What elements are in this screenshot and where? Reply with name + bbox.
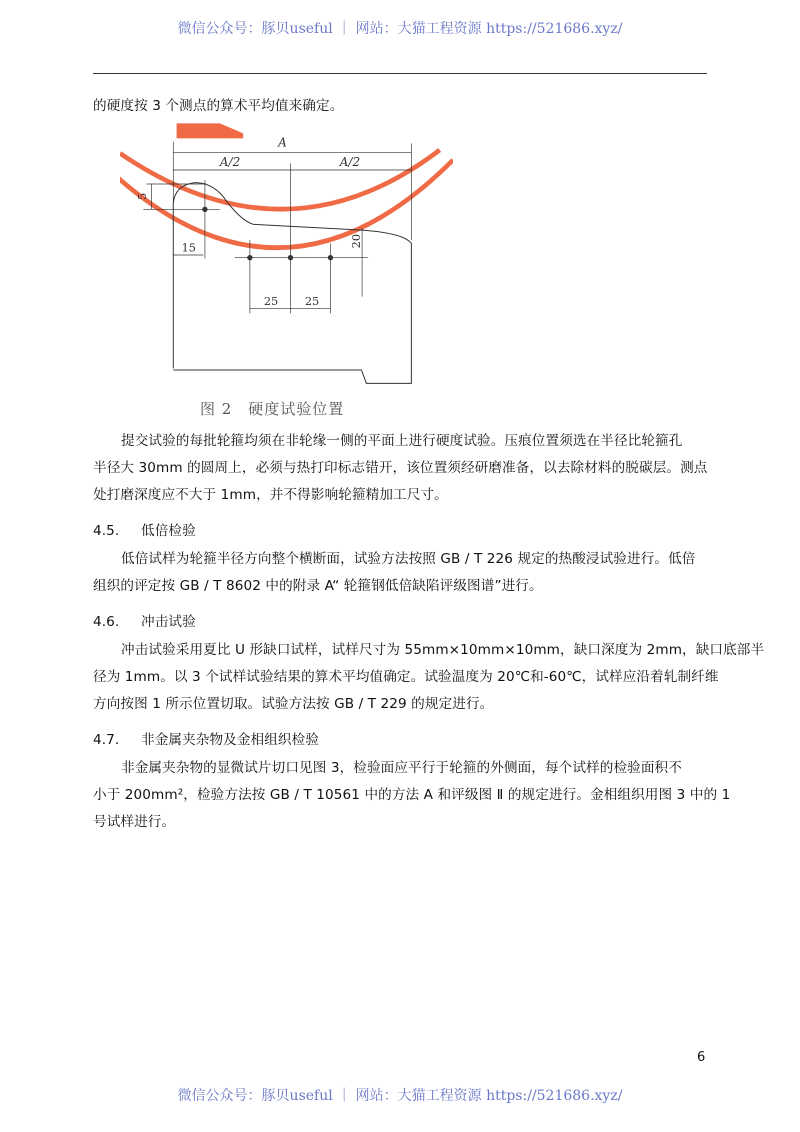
intro-line: 的硬度按 3 个测点的算术平均值来确定。 bbox=[93, 98, 344, 114]
section-number: 4.6. bbox=[93, 614, 120, 630]
section-number: 4.7. bbox=[93, 732, 120, 748]
dim-15: 15 bbox=[181, 240, 197, 255]
para-line: 方向按图 1 所示位置切取。试验方法按 GB / T 229 的规定进行。 bbox=[93, 696, 494, 712]
dim-a-half-left: A/2 bbox=[219, 154, 241, 170]
para-line: 组织的评定按 GB / T 8602 中的附录 A“ 轮箍钢低倍缺陷评级图谱”进行。 bbox=[93, 578, 543, 594]
para-line: 提交试验的每批轮箍均须在非轮缘一侧的平面上进行硬度试验。压痕位置须选在半径比轮箍孔 bbox=[121, 433, 683, 449]
para-line: 径为 1mm。以 3 个试样试验结果的算术平均值确定。试验温度为 20℃和-60℃，试样应沿着轧制纤维 bbox=[93, 669, 719, 685]
para-line: 冲击试验采用夏比 U 形缺口试样，试样尺寸为 55mm×10mm×10mm，缺口深度为 2mm，缺口底部半 bbox=[121, 642, 765, 658]
para-line: 处打磨深度应不大于 1mm，并不得影响轮箍精加工尺寸。 bbox=[93, 487, 448, 503]
dim-a-half-right: A/2 bbox=[339, 154, 361, 170]
header-watermark[interactable]: 微信公众号：豚贝useful ｜ 网站：大猫工程资源 https://521686.xyz/ bbox=[177, 21, 623, 37]
section-heading-4-6 bbox=[93, 610, 196, 630]
dim-25-right: 25 bbox=[304, 293, 320, 309]
dim-a: A bbox=[278, 135, 287, 150]
para-line: 号试样进行。 bbox=[93, 814, 176, 830]
section-title: 低倍检验 bbox=[141, 523, 196, 539]
dim-25-left: 25 bbox=[263, 293, 279, 309]
red-stamp-block bbox=[177, 123, 244, 138]
para-line: 低倍试样为轮箍半径方向整个横断面，试验方法按照 GB / T 226 规定的热酸浸试验进行。低倍 bbox=[121, 551, 696, 567]
footer-watermark[interactable]: 微信公众号：豚贝useful ｜ 网站：大猫工程资源 https://521686.xyz/ bbox=[177, 1088, 623, 1104]
para-line: 半径大 30mm 的圆周上，必须与热打印标志错开，该位置须经研磨准备，以去除材料的脱碳层。测点 bbox=[93, 460, 708, 476]
section-title: 非金属夹杂物及金相组织检验 bbox=[141, 732, 320, 748]
para-line: 小于 200mm²，检验方法按 GB / T 10561 中的方法 A 和评级图 Ⅱ 的规定进行。金相组织用图 3 中的 1 bbox=[93, 787, 731, 803]
dim-20: 20 bbox=[348, 233, 363, 249]
section-number: 4.5. bbox=[93, 523, 120, 539]
dim-5: 5 bbox=[134, 192, 149, 200]
hoop-outline bbox=[173, 183, 411, 384]
header-rule bbox=[93, 73, 707, 74]
section-title: 冲击试验 bbox=[141, 614, 196, 630]
section-heading-4-5 bbox=[93, 519, 196, 539]
red-stamp bbox=[120, 150, 453, 248]
page-number: 6 bbox=[697, 1050, 706, 1065]
figure-caption: 图 2 硬度试验位置 bbox=[200, 400, 345, 418]
para-line: 非金属夹杂物的显微试片切口见图 3，检验面应平行于轮箍的外侧面，每个试样的检验面积不 bbox=[121, 760, 682, 776]
figure-hardness-positions bbox=[120, 120, 453, 420]
section-heading-4-7 bbox=[93, 728, 319, 748]
